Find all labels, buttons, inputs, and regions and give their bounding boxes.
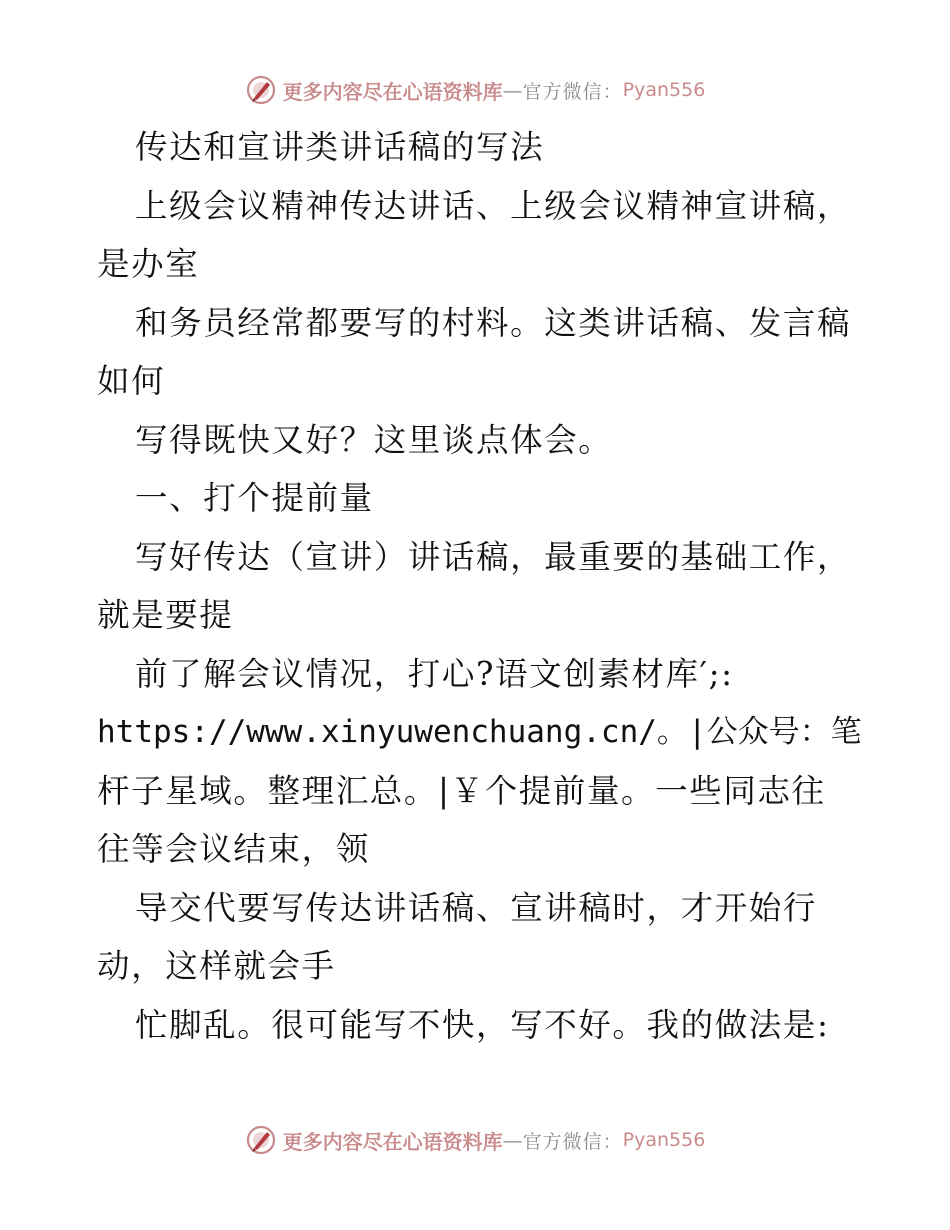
- paragraph-line: 和务员经常都要写的村料。这类讲话稿、发言稿: [135, 303, 852, 342]
- banner-title: 更多内容尽在心语资料库: [282, 79, 503, 104]
- paragraph-line: 写得既快又好？这里谈点体会。: [135, 420, 613, 459]
- banner-wechat-id: Pyan556: [622, 79, 706, 101]
- footer-banner: [0, 1120, 950, 1160]
- paragraph-line: 忙脚乱。很可能写不快，写不好。我的做法是:: [135, 1005, 830, 1044]
- banner-title: 更多内容尽在心语资料库: [282, 1129, 503, 1154]
- paragraph-line: 导交代要写传达讲话稿、宣讲稿时，才开始行: [135, 888, 818, 927]
- banner-wechat-label: 官方微信：: [522, 80, 623, 103]
- paragraph-line: 往等会议结束，领: [97, 830, 370, 868]
- paragraph-line: 前了解会议情况，打心?语文创素材库′;:: [135, 654, 734, 693]
- banner-wechat-label: 官方微信：: [522, 1130, 623, 1153]
- paragraph-line: 就是要提: [97, 596, 234, 634]
- header-banner: [0, 70, 950, 110]
- paragraph-line-url: https://www.xinyuwenchuang.cn/。|公众号：笔: [97, 714, 862, 750]
- paragraph-line: 写好传达（宣讲）讲话稿，最重要的基础工作，: [135, 537, 852, 576]
- section-heading: 一、打个提前量: [135, 479, 374, 517]
- document-body: [97, 118, 862, 1054]
- paragraph-line: 杆子星域。整理汇总。|￥个提前量。一些同志往: [97, 771, 826, 810]
- pen-logo-icon: [245, 74, 277, 106]
- paragraph-line: 动，这样就会手: [97, 947, 336, 985]
- paragraph-line: 上级会议精神传达讲话、上级会议精神宣讲稿，: [135, 186, 852, 225]
- banner-separator: —: [502, 78, 523, 102]
- banner-wechat-id: Pyan556: [622, 1129, 706, 1151]
- paragraph-line: 是办室: [97, 245, 200, 283]
- document-title: 传达和宣讲类讲话稿的写法: [135, 128, 545, 166]
- banner-separator: —: [502, 1128, 523, 1152]
- pen-logo-icon: [245, 1124, 277, 1156]
- paragraph-line: 如何: [97, 362, 166, 400]
